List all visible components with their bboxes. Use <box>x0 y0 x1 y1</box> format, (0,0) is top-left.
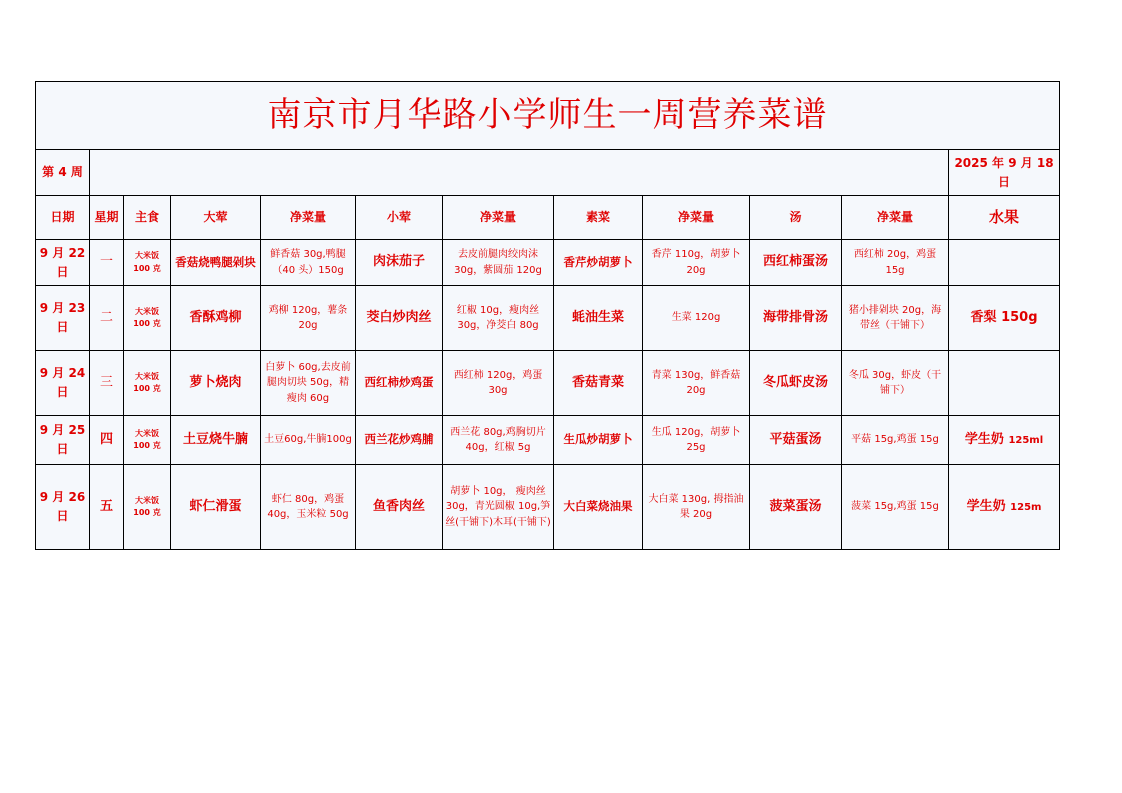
vegetable-amount: 青菜 130g，鲜香菇 20g <box>643 351 750 416</box>
fruit-item <box>949 351 1060 416</box>
day-weekday: 四 <box>90 416 124 465</box>
header-amount: 净菜量 <box>842 196 949 240</box>
report-date: 2025 年 9 月 18 日 <box>949 150 1060 196</box>
header-staple: 主食 <box>124 196 171 240</box>
soup-dish: 冬瓜虾皮汤 <box>750 351 842 416</box>
small-meat-amount: 去皮前腿肉绞肉沫 30g，紫圆茄 120g <box>443 240 554 286</box>
soup-amount: 平菇 15g,鸡蛋 15g <box>842 416 949 465</box>
big-meat-amount: 鸡柳 120g，薯条 20g <box>261 286 356 351</box>
staple-food: 大米饭 100 克 <box>124 240 171 286</box>
table-row <box>36 465 1060 550</box>
small-meat-dish: 西兰花炒鸡脯 <box>356 416 443 465</box>
fruit-item: 学生奶 125ml <box>949 416 1060 465</box>
big-meat-dish: 香菇烧鸭腿剁块 <box>171 240 261 286</box>
day-date: 9 月 25 日 <box>36 416 90 465</box>
page-title: 南京市月华路小学师生一周营养菜谱 <box>36 82 1060 150</box>
table-row <box>36 351 1060 416</box>
fruit-item: 学生奶 125m <box>949 465 1060 550</box>
vegetable-amount: 大白菜 130g, 拇指油果 20g <box>643 465 750 550</box>
big-meat-dish: 虾仁滑蛋 <box>171 465 261 550</box>
soup-amount: 冬瓜 30g，虾皮（干铺下） <box>842 351 949 416</box>
week-number: 第 4 周 <box>36 150 90 196</box>
header-small-meat: 小荤 <box>356 196 443 240</box>
big-meat-dish: 香酥鸡柳 <box>171 286 261 351</box>
small-meat-dish: 肉沫茄子 <box>356 240 443 286</box>
header-amount: 净菜量 <box>261 196 356 240</box>
day-weekday: 五 <box>90 465 124 550</box>
day-date: 9 月 24 日 <box>36 351 90 416</box>
vegetable-amount: 香芹 110g，胡萝卜 20g <box>643 240 750 286</box>
small-meat-dish: 西红柿炒鸡蛋 <box>356 351 443 416</box>
soup-dish: 西红柿蛋汤 <box>750 240 842 286</box>
meta-spacer <box>90 150 949 196</box>
fruit-item: 香梨 150g <box>949 286 1060 351</box>
header-date: 日期 <box>36 196 90 240</box>
weekly-menu-table <box>35 81 1060 550</box>
big-meat-dish: 土豆烧牛腩 <box>171 416 261 465</box>
big-meat-amount: 虾仁 80g，鸡蛋 40g，玉米粒 50g <box>261 465 356 550</box>
vegetable-amount: 生瓜 120g，胡萝卜 25g <box>643 416 750 465</box>
header-vegetable: 素菜 <box>554 196 643 240</box>
staple-food: 大米饭 100 克 <box>124 286 171 351</box>
day-weekday: 一 <box>90 240 124 286</box>
small-meat-dish: 鱼香肉丝 <box>356 465 443 550</box>
header-big-meat: 大荤 <box>171 196 261 240</box>
day-date: 9 月 22 日 <box>36 240 90 286</box>
small-meat-amount: 胡萝卜 10g， 瘦肉丝 30g，青光圆椒 10g,笋丝(干铺下)木耳(干铺下) <box>443 465 554 550</box>
header-fruit: 水果 <box>949 196 1060 240</box>
soup-amount: 猪小排剁块 20g，海带丝（干铺下） <box>842 286 949 351</box>
vegetable-dish: 香菇青菜 <box>554 351 643 416</box>
header-soup: 汤 <box>750 196 842 240</box>
day-date: 9 月 23 日 <box>36 286 90 351</box>
header-row <box>36 196 1060 240</box>
header-weekday: 星期 <box>90 196 124 240</box>
day-date: 9 月 26 日 <box>36 465 90 550</box>
day-weekday: 二 <box>90 286 124 351</box>
staple-food: 大米饭 100 克 <box>124 351 171 416</box>
small-meat-amount: 西兰花 80g,鸡胸切片 40g，红椒 5g <box>443 416 554 465</box>
vegetable-amount: 生菜 120g <box>643 286 750 351</box>
big-meat-amount: 鲜香菇 30g,鸭腿（40 头）150g <box>261 240 356 286</box>
soup-amount: 西红柿 20g，鸡蛋 15g <box>842 240 949 286</box>
table-row <box>36 416 1060 465</box>
small-meat-amount: 西红柿 120g，鸡蛋 30g <box>443 351 554 416</box>
small-meat-dish: 茭白炒肉丝 <box>356 286 443 351</box>
soup-dish: 菠菜蛋汤 <box>750 465 842 550</box>
vegetable-dish: 蚝油生菜 <box>554 286 643 351</box>
vegetable-dish: 香芹炒胡萝卜 <box>554 240 643 286</box>
vegetable-dish: 大白菜烧油果 <box>554 465 643 550</box>
big-meat-dish: 萝卜烧肉 <box>171 351 261 416</box>
header-amount: 净菜量 <box>643 196 750 240</box>
header-amount: 净菜量 <box>443 196 554 240</box>
table-row <box>36 286 1060 351</box>
table-row <box>36 240 1060 286</box>
day-weekday: 三 <box>90 351 124 416</box>
soup-dish: 平菇蛋汤 <box>750 416 842 465</box>
soup-amount: 菠菜 15g,鸡蛋 15g <box>842 465 949 550</box>
staple-food: 大米饭 100 克 <box>124 465 171 550</box>
big-meat-amount: 白萝卜 60g,去皮前腿肉切块 50g，精瘦肉 60g <box>261 351 356 416</box>
staple-food: 大米饭 100 克 <box>124 416 171 465</box>
vegetable-dish: 生瓜炒胡萝卜 <box>554 416 643 465</box>
big-meat-amount: 土豆60g,牛腩100g <box>261 416 356 465</box>
small-meat-amount: 红椒 10g，瘦肉丝 30g，净茭白 80g <box>443 286 554 351</box>
soup-dish: 海带排骨汤 <box>750 286 842 351</box>
fruit-item <box>949 240 1060 286</box>
